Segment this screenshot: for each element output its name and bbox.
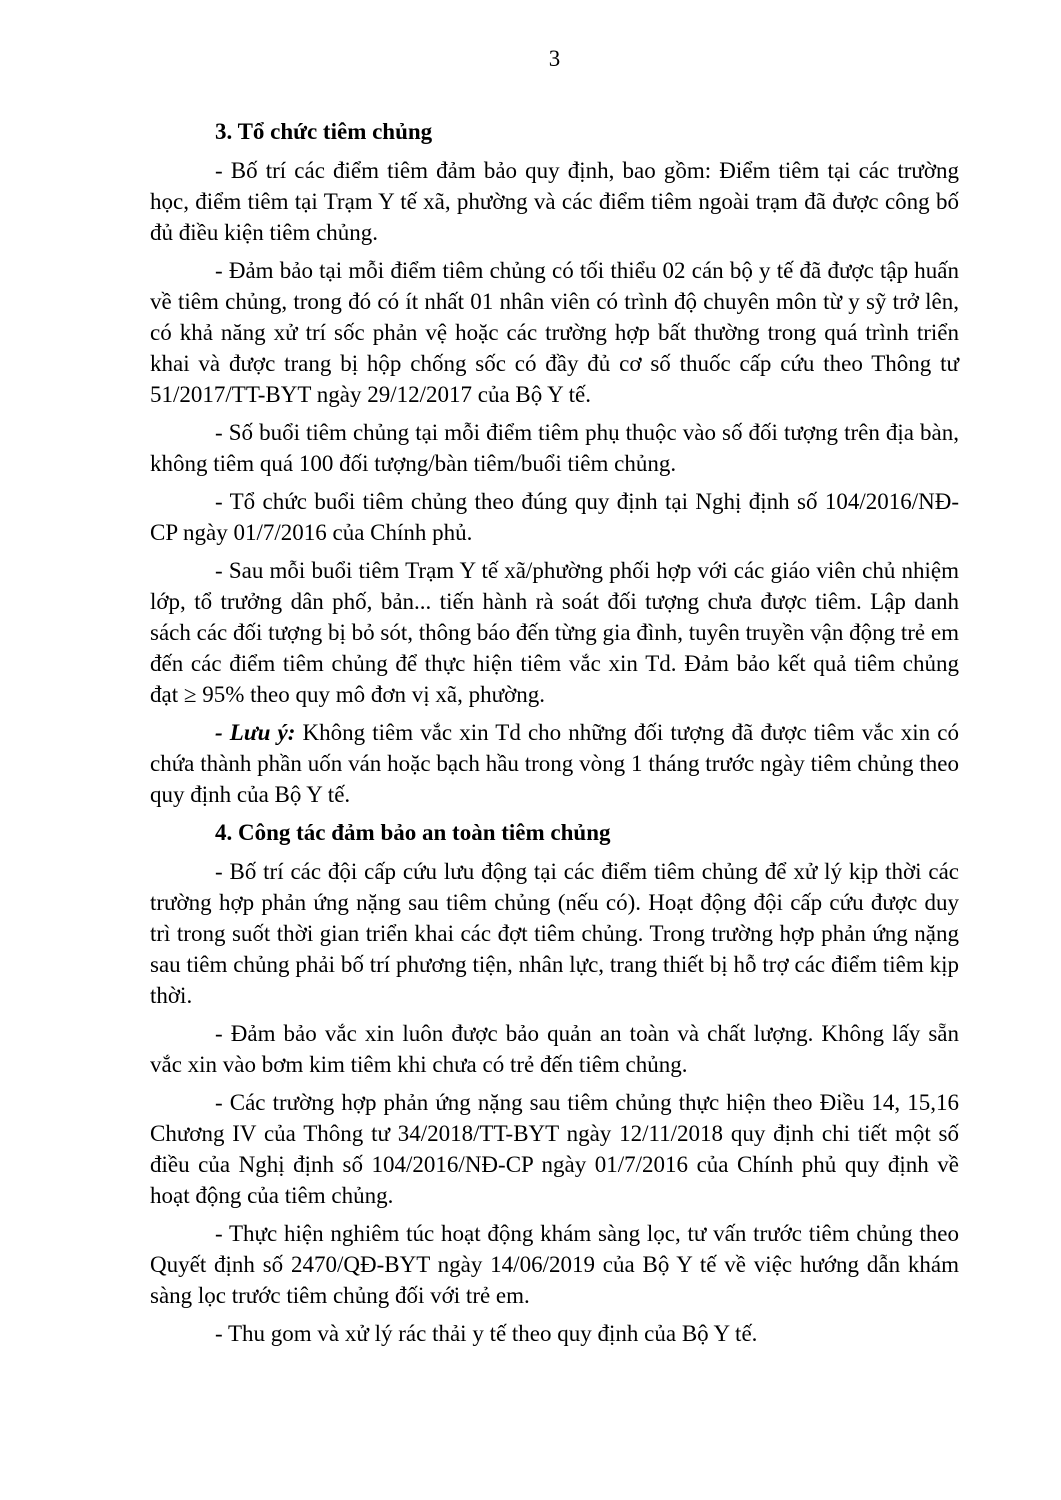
note-text: Không tiêm vắc xin Td cho những đối tượng đã được tiêm vắc xin có chứa thành phần uốn ván hoặc bạch hầu trong vòng 1 tháng trước ngày tiêm chủng theo quy định của Bộ Y tế. xyxy=(150,720,959,807)
section-4-paragraph-2: - Đảm bảo vắc xin luôn được bảo quản an toàn và chất lượng. Không lấy sẵn vắc xin vào bơm kim tiêm khi chưa có trẻ đến tiêm chủng. xyxy=(150,1021,959,1077)
page-number: 3 xyxy=(548,46,561,71)
section-3-heading: 3. Tổ chức tiêm chủng xyxy=(215,119,433,144)
section-3-note-paragraph xyxy=(150,717,959,810)
section-4-paragraph-4: - Thực hiện nghiêm túc hoạt động khám sàng lọc, tư vấn trước tiêm chủng theo Quyết định số 2470/QĐ-BYT ngày 14/06/2019 của Bộ Y tế về việc hướng dẫn khám sàng lọc trước tiêm chủng đối với trẻ em. xyxy=(150,1221,959,1308)
section-4-paragraph-1: - Bố trí các đội cấp cứu lưu động tại các điểm tiêm chủng để xử lý kịp thời các trường hợp phản ứng nặng sau tiêm chủng (nếu có). Hoạt động đội cấp cứu được duy trì trong suốt thời gian triển khai các đợt tiêm chủng. Trong trường hợp phản ứng nặng sau tiêm chủng phải bố trí phương tiện, nhân lực, trang thiết bị hỗ trợ các điểm tiêm kịp thời. xyxy=(150,859,959,1008)
section-4-paragraph-3: - Các trường hợp phản ứng nặng sau tiêm chủng thực hiện theo Điều 14, 15,16 Chương IV của Thông tư 34/2018/TT-BYT ngày 12/11/2018 quy định chi tiết một số điều của Nghị định số 104/2016/NĐ-CP ngày 01/7/2016 của Chính phủ quy định về hoạt động của tiêm chủng. xyxy=(150,1090,959,1208)
section-3-paragraph-5: - Sau mỗi buổi tiêm Trạm Y tế xã/phường phối hợp với các giáo viên chủ nhiệm lớp, tổ trưởng dân phố, bản... tiến hành rà soát đối tượng chưa được tiêm. Lập danh sách các đối tượng bị bỏ sót, thông báo đến từng gia đình, tuyên truyền vận động trẻ em đến các điểm tiêm chủng để thực hiện tiêm vắc xin Td. Đảm bảo kết quả tiêm chủng đạt ≥ 95% theo quy mô đơn vị xã, phường. xyxy=(150,558,959,707)
section-3-paragraph-2: - Đảm bảo tại mỗi điểm tiêm chủng có tối thiểu 02 cán bộ y tế đã được tập huấn về tiêm chủng, trong đó có ít nhất 01 nhân viên có trình độ chuyên môn từ y sỹ trở lên, có khả năng xử trí sốc phản vệ hoặc các trường hợp bất thường trong quá trình triển khai và được trang bị hộp chống sốc có đầy đủ cơ số thuốc cấp cứu theo Thông tư 51/2017/TT-BYT ngày 29/12/2017 của Bộ Y tế. xyxy=(150,258,959,407)
section-3-paragraph-3: - Số buổi tiêm chủng tại mỗi điểm tiêm phụ thuộc vào số đối tượng trên địa bàn, không tiêm quá 100 đối tượng/bàn tiêm/buổi tiêm chủng. xyxy=(150,420,959,476)
note-lead-label: - Lưu ý: xyxy=(215,720,296,745)
section-4-heading: 4. Công tác đảm bảo an toàn tiêm chủng xyxy=(215,820,611,845)
section-3-paragraph-1: - Bố trí các điểm tiêm đảm bảo quy định, bao gồm: Điểm tiêm tại các trường học, điểm tiêm tại Trạm Y tế xã, phường và các điểm tiêm ngoài trạm đã được công bố đủ điều kiện tiêm chủng. xyxy=(150,158,959,245)
section-4-paragraph-5: - Thu gom và xử lý rác thải y tế theo quy định của Bộ Y tế. xyxy=(215,1321,758,1346)
section-3-paragraph-4: - Tổ chức buổi tiêm chủng theo đúng quy định tại Nghị định số 104/2016/NĐ-CP ngày 01/7/2016 của Chính phủ. xyxy=(150,489,959,545)
